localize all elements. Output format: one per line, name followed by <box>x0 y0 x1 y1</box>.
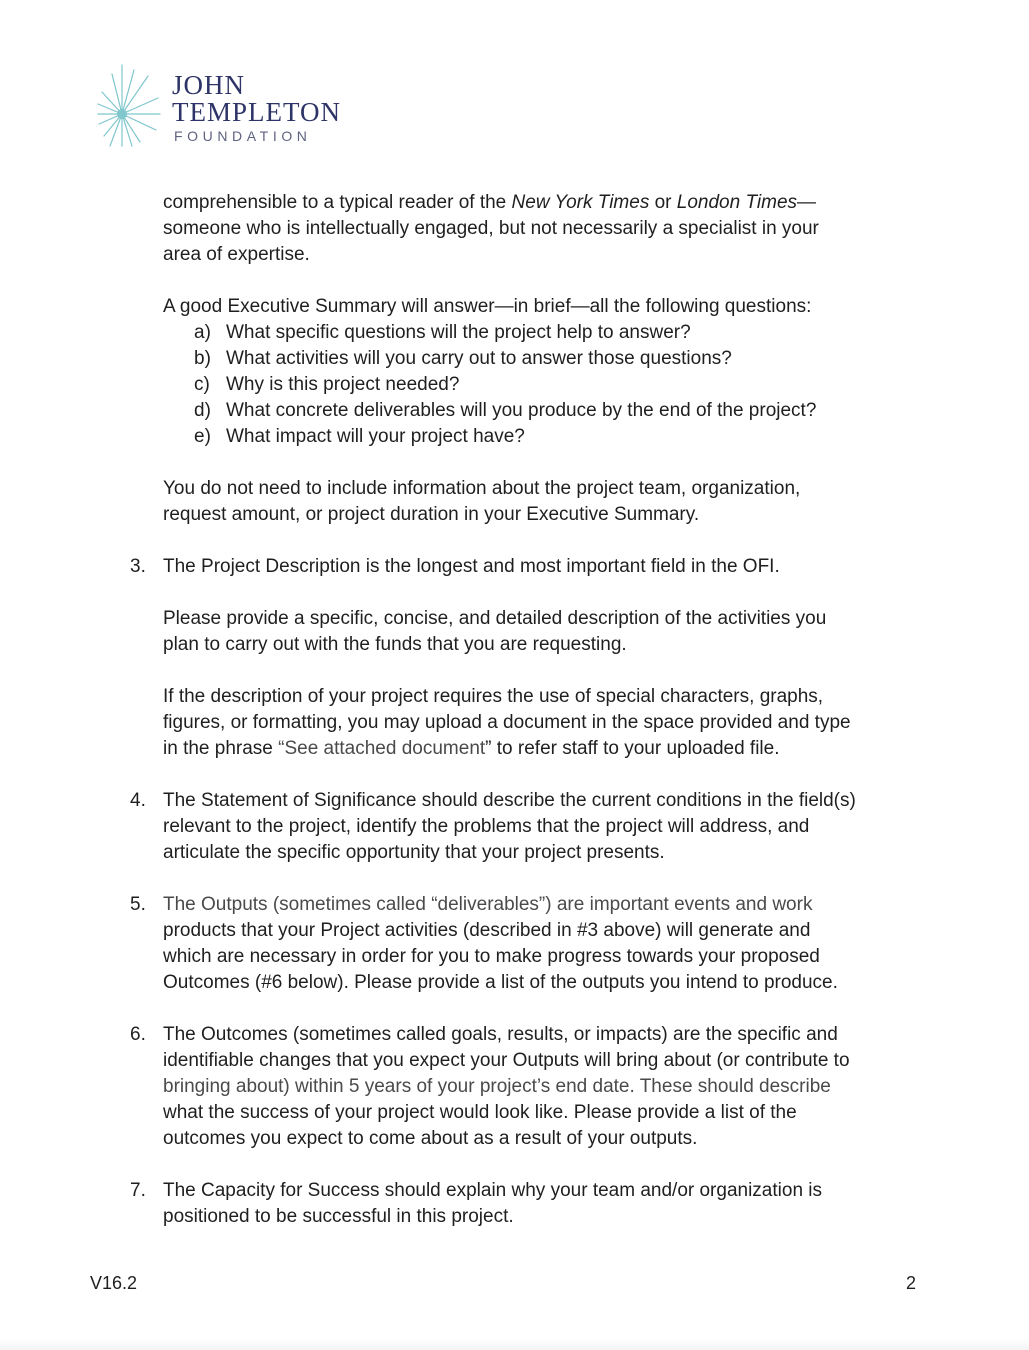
item-outputs <box>130 892 923 996</box>
item4-line-3: articulate the specific opportunity that your project presents. <box>163 842 665 863</box>
logo-text-templeton: TEMPLETON <box>172 97 341 127</box>
intro-line-3: area of expertise. <box>163 244 310 265</box>
intro-text: comprehensible to a typical reader of the <box>163 192 512 213</box>
item6-line-4: what the success of your project would look like. Please provide a list of the <box>163 1102 797 1123</box>
summary-note <box>163 476 923 528</box>
item5-line-1: The Outputs (sometimes called “deliverables”) are important events and work <box>163 894 813 915</box>
item7-line-2: positioned to be successful in this project. <box>163 1206 514 1227</box>
item4-paragraph <box>163 788 923 866</box>
intro-dash: — <box>797 192 817 213</box>
list-item <box>163 372 923 398</box>
item7-line-1: The Capacity for Success should explain why your team and/or organization is <box>163 1180 823 1201</box>
list-item <box>163 398 923 424</box>
list-text: Why is this project needed? <box>226 374 460 395</box>
list-letter: d) <box>194 400 211 421</box>
footer-version: V16.2 <box>90 1273 138 1293</box>
item6-line-2: identifiable changes that you expect your Outputs will bring about (or contribute to <box>163 1050 850 1071</box>
item5-paragraph <box>163 892 923 996</box>
page-bottom-edge <box>0 1338 1029 1350</box>
item6-line-3: bringing about) within 5 years of your project’s end date. These should describe <box>163 1076 831 1097</box>
item6-line-5: outcomes you expect to come about as a result of your outputs. <box>163 1128 698 1149</box>
item3-p2-line-2: plan to carry out with the funds that you are requesting. <box>163 634 627 655</box>
list-item <box>163 424 923 450</box>
foundation-logo <box>96 62 386 150</box>
item-capacity-for-success <box>130 1178 923 1230</box>
document-body <box>130 190 923 1230</box>
item-statement-of-significance <box>130 788 923 866</box>
item-number: 3. <box>130 556 146 577</box>
list-letter: e) <box>194 426 211 447</box>
item5-line-3: which are necessary in order for you to make progress towards your proposed <box>163 946 820 967</box>
summary-note-line-2: request amount, or project duration in your Executive Summary. <box>163 504 700 525</box>
intro-nyt: New York Times <box>511 192 650 213</box>
list-letter: c) <box>194 374 210 395</box>
item-number: 5. <box>130 894 146 915</box>
item4-line-2: relevant to the project, identify the problems that the project will address, and <box>163 816 810 837</box>
item3-paragraph-3 <box>163 684 923 762</box>
item3-paragraph-2 <box>163 606 923 658</box>
list-text: What activities will you carry out to answer those questions? <box>226 348 732 369</box>
intro-or: or <box>649 192 677 213</box>
item3-p3-line-3c: ” to refer staff to your uploaded file. <box>485 738 780 759</box>
list-letter: a) <box>194 322 211 343</box>
item3-p2-line-1: Please provide a specific, concise, and detailed description of the activities you <box>163 608 827 629</box>
intro-line-2: someone who is intellectually engaged, but not necessarily a specialist in your <box>163 218 819 239</box>
item5-line-2: products that your Project activities (described in #3 above) will generate and <box>163 920 811 941</box>
item6-paragraph <box>163 1022 923 1152</box>
item-number: 6. <box>130 1024 146 1045</box>
list-text: What concrete deliverables will you produce by the end of the project? <box>226 400 817 421</box>
item-number: 7. <box>130 1180 146 1201</box>
intro-paragraph <box>163 190 923 268</box>
intro-london: London Times <box>676 192 798 213</box>
starburst-icon <box>96 62 166 148</box>
item3-p3-line-2: figures, or formatting, you may upload a document in the space provided and type <box>163 712 851 733</box>
summary-lead: A good Executive Summary will answer—in brief—all the following questions: <box>163 296 812 317</box>
list-text: What impact will your project have? <box>226 426 525 447</box>
item7-paragraph <box>163 1178 923 1230</box>
list-letter: b) <box>194 348 211 369</box>
item-number: 4. <box>130 790 146 811</box>
item3-p3-line-1: If the description of your project requires the use of special characters, graphs, <box>163 686 824 707</box>
logo-text-john: JOHN <box>172 70 246 100</box>
list-text: What specific questions will the project help to answer? <box>226 322 691 343</box>
item3-p3-line-3a: in the phrase <box>163 738 279 759</box>
summary-question-list <box>163 320 923 450</box>
item5-line-4: Outcomes (#6 below). Please provide a list of the outputs you intend to produce. <box>163 972 838 993</box>
item3-line-1: The Project Description is the longest and most important field in the OFI. <box>163 556 780 577</box>
item3-p3-line-3b: “See attached document <box>278 738 486 759</box>
footer-page-number: 2 <box>906 1273 917 1293</box>
logo-text-foundation: FOUNDATION <box>174 128 312 144</box>
item4-line-1: The Statement of Significance should describe the current conditions in the field(s) <box>163 790 856 811</box>
list-item <box>163 346 923 372</box>
list-item <box>163 320 923 346</box>
summary-note-line-1: You do not need to include information about the project team, organization, <box>163 478 801 499</box>
item6-line-1: The Outcomes (sometimes called goals, results, or impacts) are the specific and <box>163 1024 838 1045</box>
item-outcomes <box>130 1022 923 1152</box>
item-project-description <box>130 554 923 762</box>
